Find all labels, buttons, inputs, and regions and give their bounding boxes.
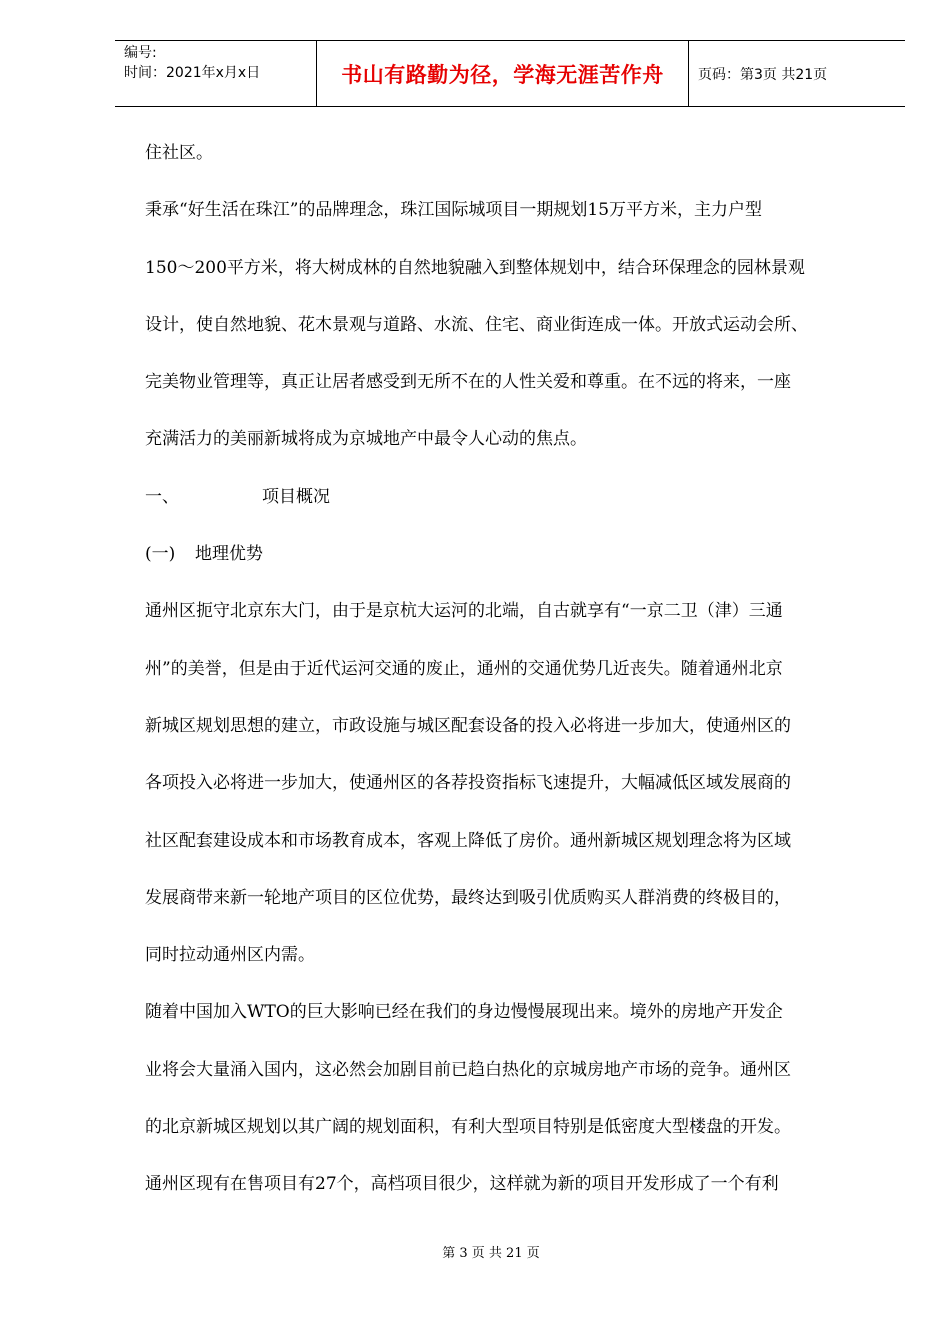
body-line: 充满活力的美丽新城将成为京城地产中最令人心动的焦点。 xyxy=(145,429,587,450)
section-number: 一、 xyxy=(145,486,179,507)
body-line: 设计，使自然地貌、花木景观与道路、水流、住宅、商业街连成一体。开放式运动会所、 xyxy=(145,314,808,335)
body-line: 秉承“好生活在珠江”的品牌理念，珠江国际城项目一期规划15万平方米，主力户型 xyxy=(145,200,763,221)
header-meta xyxy=(115,41,316,106)
page-footer: 第 3 页 共 21 页 xyxy=(442,1246,540,1261)
page-header xyxy=(115,40,905,107)
header-page-info: 页码：第3页 共21页 xyxy=(698,66,828,83)
document-body xyxy=(145,125,885,1214)
section-heading xyxy=(145,469,885,526)
body-line: 通州区现有在售项目有27个，高档项目很少，这样就为新的项目开发形成了一个有利 xyxy=(145,1174,779,1195)
body-line: 发展商带来新一轮地产项目的区位优势，最终达到吸引优质购买人群消费的终极目的， xyxy=(145,887,791,908)
body-line: 随着中国加入WTO的巨大影响已经在我们的身边慢慢展现出来。境外的房地产开发企 xyxy=(145,1002,783,1023)
body-line: 各项投入必将进一步加大，使通州区的各荐投资指标飞速提升，大幅减低区域发展商的 xyxy=(145,773,791,794)
body-line: 社区配套建设成本和市场教育成本，客观上降低了房价。通州新城区规划理念将为区域 xyxy=(145,830,791,851)
body-line: 新城区规划思想的建立，市政设施与城区配套设备的投入必将进一步加大，使通州区的 xyxy=(145,715,791,736)
body-line: 住社区。 xyxy=(145,143,213,163)
body-line: 150～200平方米，将大树成林的自然地貌融入到整体规划中，结合环保理念的园林景观 xyxy=(145,257,805,278)
body-line: 州”的美誉，但是由于近代运河交通的废止，通州的交通优势几近丧失。随着通州北京 xyxy=(145,658,783,679)
subsection-heading xyxy=(145,526,885,583)
section-title: 项目概况 xyxy=(262,486,330,507)
document-time-label: 时间：2021年x月x日 xyxy=(124,65,261,81)
subsection-title: 地理优势 xyxy=(195,544,263,565)
body-line: 的北京新城区规划以其广阔的规划面积，有利大型项目特别是低密度大型楼盘的开发。 xyxy=(145,1117,791,1138)
body-line: 业将会大量涌入国内，这必然会加剧目前已趋白热化的京城房地产市场的竞争。通州区 xyxy=(145,1059,791,1080)
header-motto: 书山有路勤为径，学海无涯苦作舟 xyxy=(316,41,689,106)
document-number-label: 编号: xyxy=(124,45,157,61)
body-line: 完美物业管理等，真正让居者感受到无所不在的人性关爱和尊重。在不远的将来，一座 xyxy=(145,372,791,393)
body-line: 通州区扼守北京东大门，由于是京杭大运河的北端，自古就享有“一京二卫（津）三通 xyxy=(145,601,783,622)
body-line: 同时拉动通州区内需。 xyxy=(145,945,315,966)
subsection-number: (一) xyxy=(145,544,176,565)
